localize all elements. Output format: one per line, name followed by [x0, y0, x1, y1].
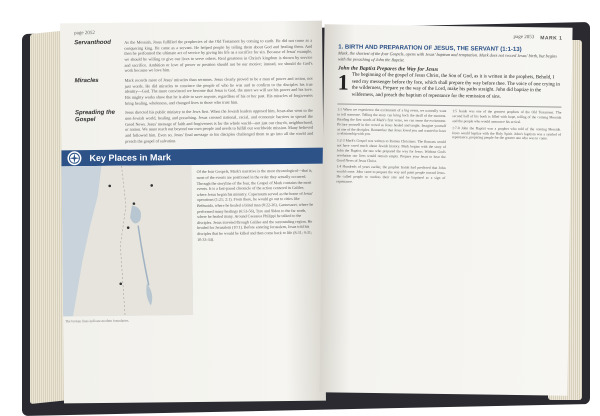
map-description: Of the four Gospels, Mark's narrative is the most chronological—that is, most of the events are positioned in the order they actually occurred. Through the storyline of the four, the Gospel of Mark contains the most events. It is a fast-paced chronicle of the action centered in Galilee, where Jesus began his ministry. Capernaum served as the home of Jesus' operations (1:21; 2:1). From there, he would go out to cities like Bethsaida, where he healed a blind man (8:22-26), Gennesaret, where he performed many healings (6:53-56), Tyre and Sidon to the far north, where he healed many. Around Caesarea Philippi he talked to the disciples. Jesus traveled through Galilee and the surrounding region. He headed for Jerusalem (10:1). Before entering Jerusalem, Jesus told his disciples that he would be killed and then come back to life (8:31; 9:31; 10:33-34).	[196, 168, 314, 242]
theme-section-spreading-gospel	[75, 108, 313, 145]
page-number: page 2053	[513, 34, 535, 41]
map-badge-icon	[67, 152, 81, 166]
notes-column-left	[336, 108, 446, 188]
section-text: Mark records more of Jesus' miracles than sermons. Jesus clearly proved to be a man of power and action, not just words. He did miracles to convince the people of who he was and to confirm to the disciples his true identity—God. The more convinced we become that Jesus is God, the more we will see his power and his love. His mighty works show that he is able to save anyone, regardless of his or her past. His miracles of forgiveness bring healing, wholeness, and changed lives to those who trust him.	[124, 75, 313, 106]
theme-section-servanthood	[74, 38, 312, 75]
right-running-head	[338, 32, 562, 41]
drop-cap: 1	[337, 69, 349, 95]
map-title-band	[61, 148, 326, 167]
study-note: 1:5 Isaiah was one of the greatest prophets of the Old Testament. The second half of his book is filled with hope, telling of the coming Messiah and the people who would announce his arrival.	[452, 109, 562, 124]
left-running-head: page 2052	[74, 31, 95, 37]
chapter-heading: 1. BIRTH AND PREPARATION OF JESUS, THE SERVANT (1:1-13)	[338, 44, 522, 54]
map-caption: The broken lines indicate modern boundaries.	[65, 319, 130, 324]
notes-column-right	[451, 109, 561, 189]
map-title: Key Places in Mark	[89, 152, 172, 164]
section-text: As the Messiah, Jesus fulfilled the prophecies of the Old Testament by coming to earth. He did not come as a conquering king. He came as a servant. He helped people by telling them about God and healing them. And then he performed the ultimate act of service by giving his life as a sacrifice for sin. Because of Jesus' example, we should be willing to give our lives to serve others. Real greatness in Christ's kingdom is shown by service and sacrifice. Ambition or love of power or position should not be our motive; instead, we should do God's work because we love him.	[124, 37, 313, 74]
side-label: Miracles	[74, 78, 99, 85]
chapter-intro: Mark, the shortest of the four Gospels, opens with Jesus' baptism and temptation. Mark does not record Jesus' birth, but begins with the preaching of John the Baptist.	[338, 50, 557, 62]
study-note: 1:4 Hundreds of years earlier, the prophet Isaiah had predicted that John would come. John came to prepare the way and point people toward Jesus. He called people to confess their sins and be baptized as a sign of repentance.	[336, 164, 446, 184]
map-illustration	[62, 165, 194, 316]
left-page	[60, 21, 326, 404]
study-note: 1:7-8 John the Baptist was a prophet who told of the coming Messiah. Jesus would baptize with the Holy Spirit. John's baptism was a symbol of repentance, preparing people for the greater one who was to come.	[451, 125, 562, 141]
study-notes	[336, 108, 561, 190]
side-label: Spreading the Gospel	[74, 110, 116, 124]
verse-text: The beginning of the gospel of Jesus Christ, the Son of God, as it is written in the prophets, Behold, I send my messenger before thy face, which shall prepare thy way before thee. The voice of one crying in the wilderness, Prepare ye the way of the Lord, make his paths straight. John did baptize in the wilderness, and preach the baptism of repentance for the remission of sins.	[351, 72, 560, 100]
right-page	[319, 24, 572, 395]
study-note: 1:1 When we experience the excitement of a big event, we naturally want to tell someone. Telling the story can bring back the thrill of the moment. Reading the first words of Mark's first verse, we can sense the excitement. Picture yourself in the crowd as Jesus healed and taught. Imagine yourself as one of the disciples. Remember that Jesus loved you and wanted to have a relationship with you.	[337, 107, 447, 137]
theme-section-miracles	[75, 76, 313, 107]
side-label: Servanthood	[74, 39, 111, 47]
section-text: Jesus directed his public ministry to the Jews first. When the Jewish leaders opposed him, Jesus also went to the non-Jewish world, healing and preaching. Jesus crossed national, racial, and economic barriers to spread the Good News. Jesus' message of faith and forgiveness is for the whole world—not just our church, neighborhood, or nation. We must reach out beyond our own people and needs to fulfill our worldwide mission. Many believed and followed him. Even so, Jesus' final message to his disciples challenged them to go into all the world and preach the gospel of salvation.	[124, 108, 314, 144]
passage-heading: John the Baptist Prepares the Way for Jesus	[337, 65, 439, 74]
book-chapter-mark: MARK 1	[540, 35, 563, 42]
study-note: 1:2-3 Mark's Gospel was written to Roman Christians. The Romans would not have cared much about Jewish history. Mark begins with the story of John the Baptist, the one who prepared the way for Jesus. Without God's revelation our lives would remain empty. Prepare your heart to hear the Good News of Jesus Christ.	[336, 138, 446, 163]
map-row	[76, 164, 316, 316]
